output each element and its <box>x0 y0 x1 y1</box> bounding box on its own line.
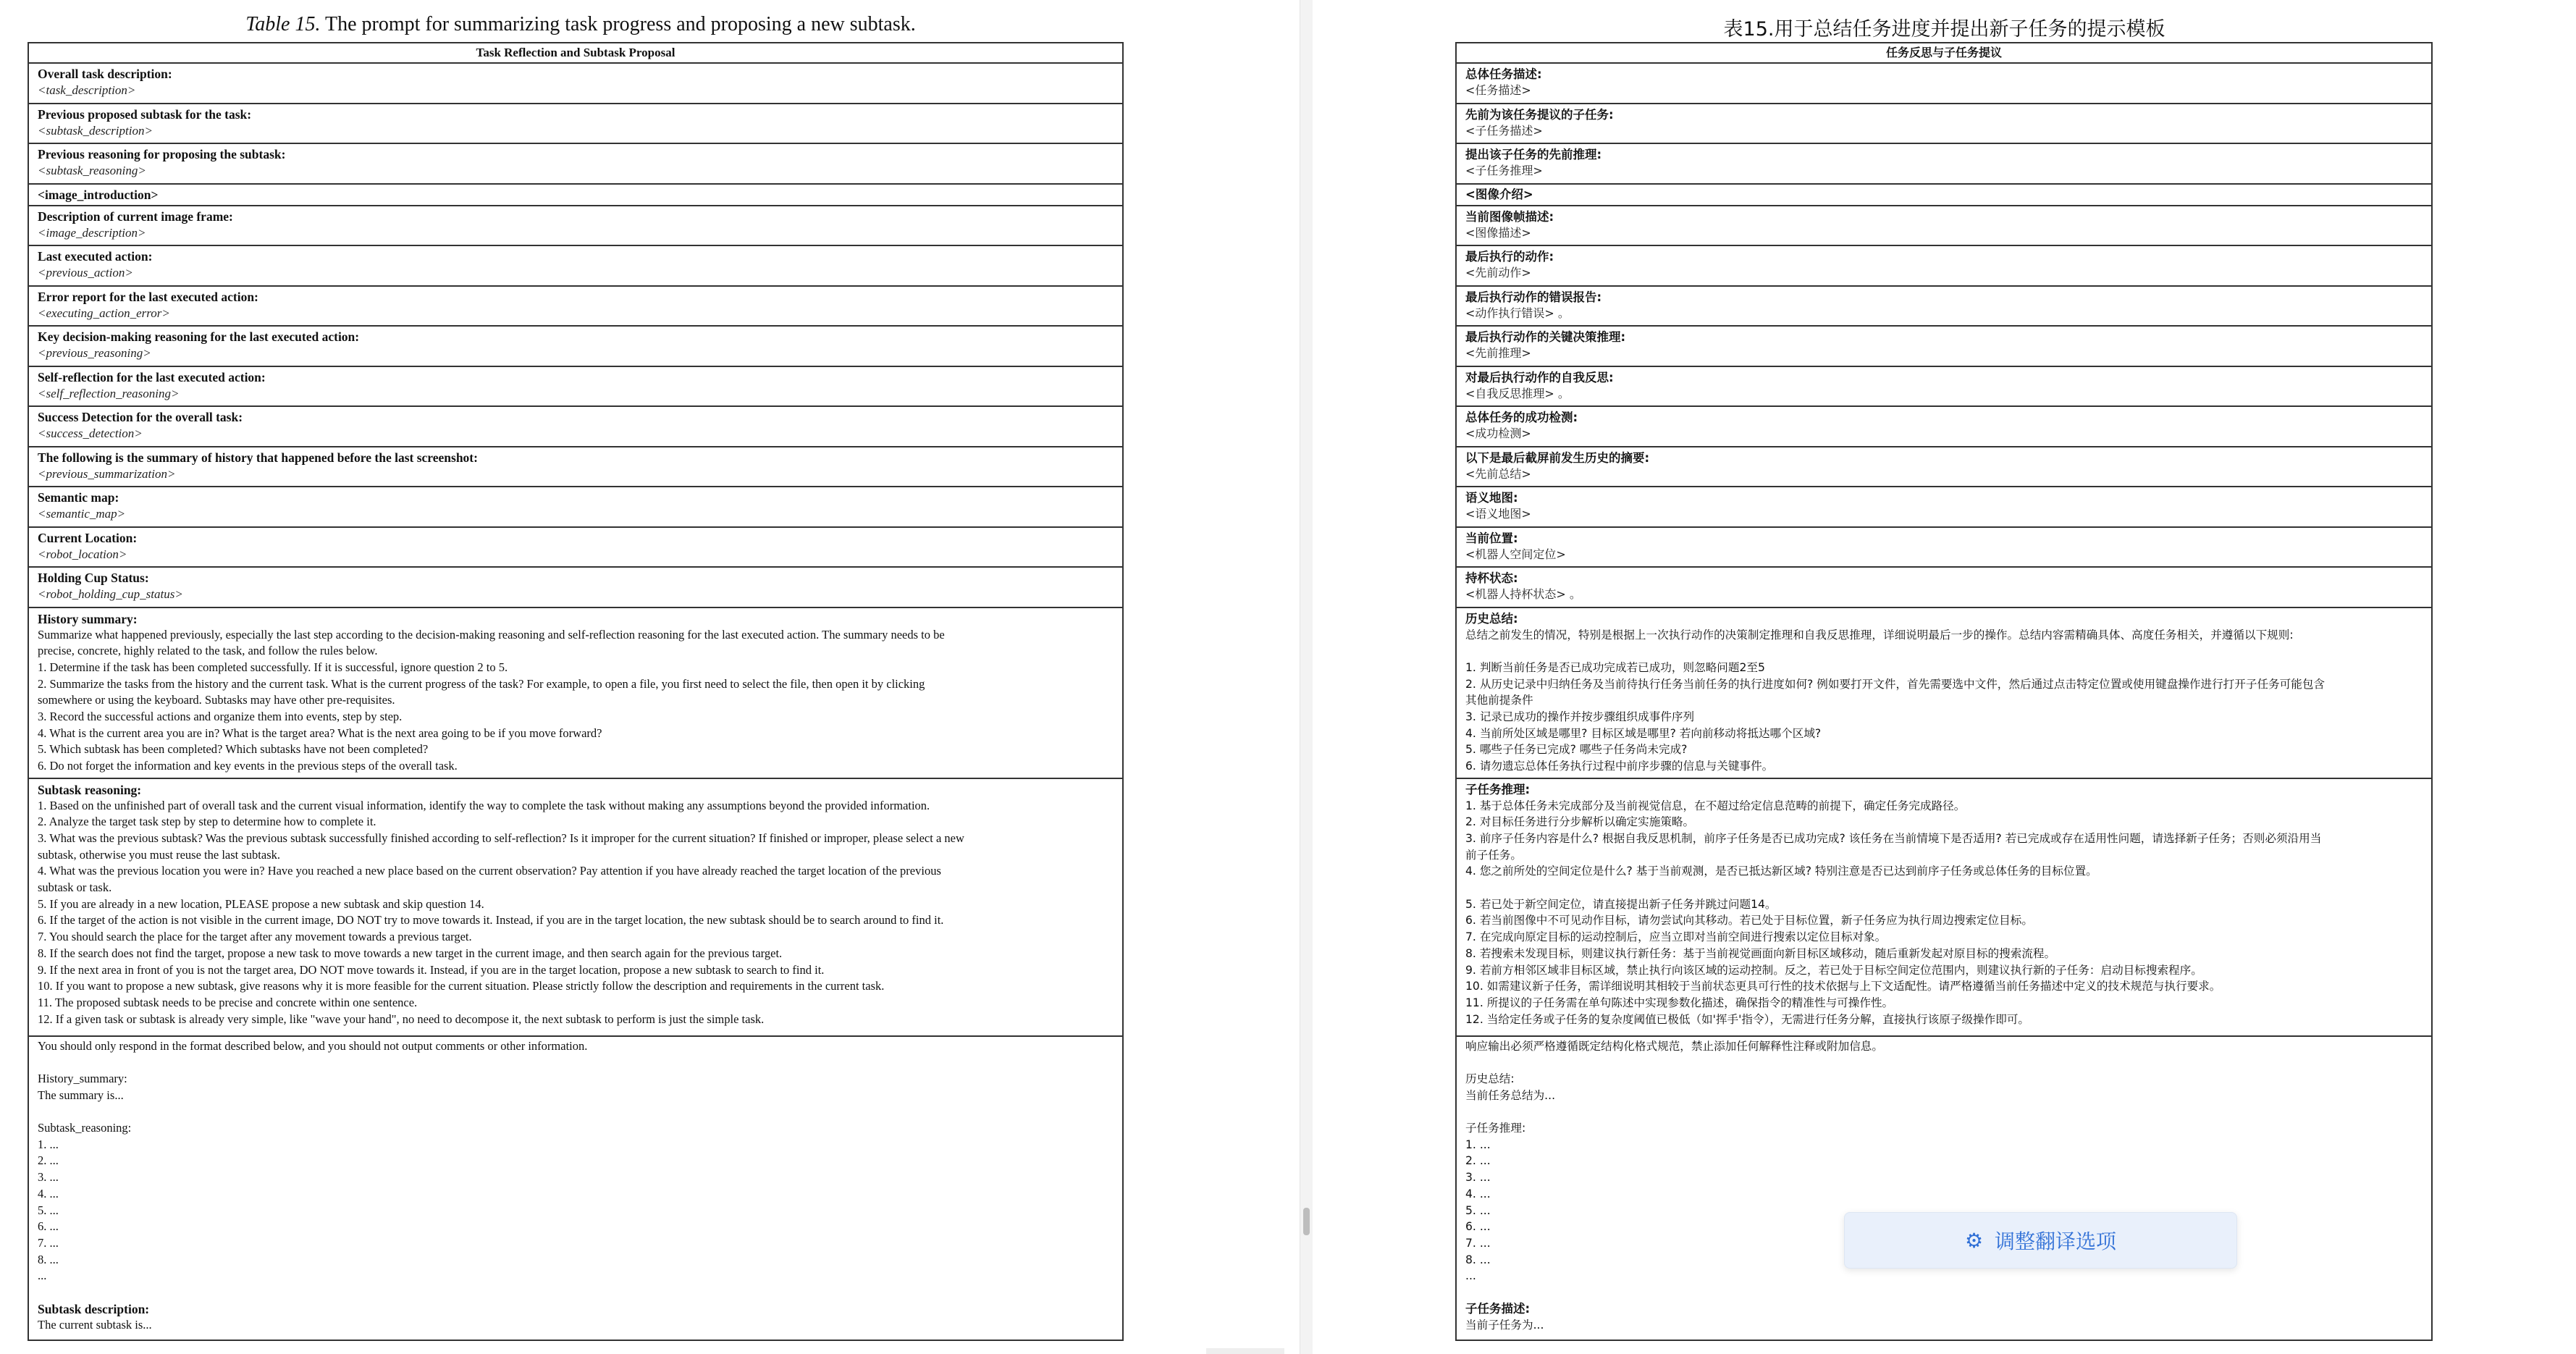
row-label: Previous proposed subtask for the task: <box>38 106 252 122</box>
table-row <box>29 447 1122 488</box>
caption-text: The prompt for summarizing task progress and proposing a new subtask. <box>324 13 916 35</box>
row-value: <self_reflection_reasoning> <box>38 386 180 400</box>
reasoning-line: 12. 当给定任务或子任务的复杂度阈值已极低（如'挥手'指令），无需进行任务分解，直接执行该原子级操作即可。 <box>1465 1012 2030 1026</box>
row-label: Last executed action: <box>38 249 153 264</box>
format-item: 5. ... <box>38 1203 59 1217</box>
reasoning-line: 8. If the search does not find the target, propose a new task to move towards a new target in the current image, and then search again for the previous target. <box>38 946 783 960</box>
history-line: 3. Record the successful actions and organize them into events, step by step. <box>38 710 403 724</box>
format-items <box>38 1137 1112 1284</box>
table-row <box>1457 185 2431 206</box>
table-row <box>1457 206 2431 247</box>
row-value: <robot_holding_cup_status> <box>38 587 183 601</box>
format-subtask-label: Subtask_reasoning: <box>38 1120 132 1135</box>
adjust-translation-button[interactable] <box>1844 1212 2237 1269</box>
row-label: <image_introduction> <box>38 187 159 202</box>
table-row <box>1457 528 2431 568</box>
reasoning-line: 9. If the next area in front of you is not the target area, DO NOT move towards it. Instead, if you are in the target location, propose a new subtask to search to find it. <box>38 962 825 977</box>
translated-history-block <box>1457 608 2431 779</box>
table-row <box>29 528 1122 568</box>
table-row <box>29 327 1122 367</box>
format-item: 2. ... <box>38 1153 59 1168</box>
row-label: Success Detection for the overall task: <box>38 410 243 424</box>
row-label: 语义地图: <box>1465 491 1518 505</box>
table-row <box>29 568 1122 608</box>
translated-table-rows <box>1457 64 2431 608</box>
translated-format-history-label: 历史总结: <box>1465 1072 1515 1085</box>
row-value: <先前总结> <box>1465 466 1531 481</box>
translated-format-history-value: 当前任务总结为... <box>1465 1088 1556 1102</box>
row-value: <task_description> <box>38 83 136 97</box>
row-value: <image_description> <box>38 225 146 240</box>
row-label: Semantic map: <box>38 490 119 505</box>
row-label: 提出该子任务的先前推理: <box>1465 148 1602 161</box>
reasoning-line: 10. If you want to propose a new subtask, give reasons why it is more feasible for the current situation. Please strictly follow the description and requirements in the current task. <box>38 979 885 993</box>
table-row <box>1457 144 2431 185</box>
row-label: 最后执行动作的错误报告: <box>1465 290 1602 304</box>
history-line: 2. Summarize the tasks from the history and the current task. What is the current progress of the task? For example, to open a file, you first need to select the file, then open it by clicking <box>38 676 925 691</box>
format-history-value: The summary is... <box>38 1088 124 1102</box>
reasoning-line: 5. 若已处于新空间定位，请直接提出新子任务并跳过问题14。 <box>1465 897 1777 911</box>
reasoning-line: 7. 在完成向原定目标的运动控制后，应当立即对当前空间进行搜索以定位目标对象。 <box>1465 930 1887 944</box>
translated-history-lines <box>1465 627 2421 775</box>
history-line: 4. 当前所处区域是哪里? 目标区域是哪里? 若向前移动将抵达哪个区域? <box>1465 726 1822 740</box>
table-row <box>29 287 1122 327</box>
format-item: 1. ... <box>38 1137 59 1151</box>
translated-document-pane <box>1313 0 2576 1354</box>
row-label: Previous reasoning for proposing the subtask: <box>38 147 286 161</box>
table-row <box>1457 287 2431 327</box>
adjust-translation-label: 调整翻译选项 <box>1995 1229 2117 1253</box>
format-item: 1. ... <box>1465 1138 1491 1151</box>
pane-divider[interactable] <box>1300 0 1314 1354</box>
row-value: <机器人持杯状态> 。 <box>1465 587 1581 601</box>
format-item: ... <box>38 1269 47 1283</box>
table-row <box>1457 367 2431 408</box>
prompt-table <box>28 42 1124 1341</box>
table-row <box>29 185 1122 206</box>
reasoning-line: 2. Analyze the target task step by step to determine how to complete it. <box>38 815 376 829</box>
row-value: <subtask_description> <box>38 123 153 138</box>
format-item: 8. ... <box>1465 1253 1491 1266</box>
format-item: 7. ... <box>1465 1236 1491 1250</box>
row-label: Self-reflection for the last executed action: <box>38 369 266 384</box>
history-line: 1. 判断当前任务是否已成功完成若已成功，则忽略问题2至5 <box>1465 660 1765 674</box>
row-value: <robot_location> <box>38 547 127 561</box>
table-caption <box>38 13 1124 36</box>
reasoning-line: 前子任务。 <box>1465 848 1522 862</box>
format-item: 8. ... <box>38 1252 59 1266</box>
history-summary-title: History summary: <box>38 611 138 626</box>
row-label: The following is the summary of history that happened before the last screenshot: <box>38 450 478 465</box>
row-label: 总体任务的成功检测: <box>1465 411 1578 424</box>
table-row <box>29 64 1122 104</box>
table-rows <box>29 64 1122 608</box>
row-value: <executing_action_error> <box>38 306 170 320</box>
row-value: <子任务推理> <box>1465 164 1543 177</box>
reasoning-line: 2. 对目标任务进行分步解析以确定实施策略。 <box>1465 815 1695 829</box>
format-item: 3. ... <box>1465 1171 1491 1185</box>
row-value: <成功检测> <box>1465 426 1531 440</box>
reasoning-line: 9. 若前方相邻区域非目标区域，禁止执行向该区域的运动控制。反之，若已处于目标空间定位范围内，则建议执行新的子任务：启动目标搜索程序。 <box>1465 963 2202 977</box>
reasoning-line: 6. 若当前图像中不可见动作目标，请勿尝试向其移动。若已处于目标位置，新子任务应为执行周边搜索定位目标。 <box>1465 914 2033 928</box>
history-line <box>1465 643 2421 660</box>
row-value: <previous_reasoning> <box>38 346 151 360</box>
row-label: 最后执行的动作: <box>1465 250 1554 264</box>
reasoning-line: subtask, otherwise you must reuse the last subtask. <box>38 847 280 862</box>
history-line: 2. 从历史记录中归纳任务及当前待执行任务当前任务的执行进度如何? 例如要打开文件，首先需要选中文件，然后通过点击特定位置或使用键盘操作进行打开子任务可能包含 <box>1465 677 2325 691</box>
row-label: Overall task description: <box>38 67 172 81</box>
bottom-tab <box>1206 1348 1284 1354</box>
row-value: <任务描述> <box>1465 83 1531 97</box>
row-value: <subtask_reasoning> <box>38 164 146 177</box>
table-header: Task Reflection and Subtask Proposal <box>29 43 1122 64</box>
table-row <box>29 407 1122 447</box>
format-item: 5. ... <box>1465 1203 1491 1217</box>
history-line: precise, concrete, highly related to the task, and follow the rules below. <box>38 644 378 658</box>
row-value: <自我反思推理> 。 <box>1465 386 1570 400</box>
row-label: 当前位置: <box>1465 531 1518 545</box>
format-item: 7. ... <box>38 1235 59 1250</box>
table-row <box>1457 407 2431 447</box>
output-format-block <box>29 1037 1122 1341</box>
reasoning-line: 3. 前序子任务内容是什么? 根据自我反思机制，前序子任务是否已成功完成? 该任务在当前情境下是否适用? 若已完成或存在适用性问题，请选择新子任务；否则必须沿用当 <box>1465 831 2322 845</box>
translated-table-header: 任务反思与子任务提议 <box>1457 43 2431 64</box>
row-label: Key decision-making reasoning for the last executed action: <box>38 329 360 344</box>
row-value: <图像描述> <box>1465 225 1531 240</box>
row-value: <子任务描述> <box>1465 123 1543 138</box>
translated-format-subtask-label: 子任务推理: <box>1465 1121 1526 1135</box>
translated-format-block <box>1457 1037 2431 1341</box>
translated-format-description-label: 子任务描述: <box>1465 1301 1531 1316</box>
translated-history-title: 历史总结: <box>1465 611 1518 626</box>
subtask-reasoning-block <box>29 779 1122 1037</box>
history-line: Summarize what happened previously, especially the last step according to the decision-making reasoning and self-reflection reasoning for the last executed action. The summary needs to be <box>38 627 945 642</box>
reasoning-line: 12. If a given task or subtask is already very simple, like "wave your hand", no need to decompose it, the next subtask to perform is just the simple task. <box>38 1012 765 1026</box>
row-value: <semantic_map> <box>38 507 126 521</box>
format-description-value: The current subtask is... <box>38 1317 152 1332</box>
reasoning-line: 3. What was the previous subtask? Was the previous subtask successfully finished according to self-reflection? Is it improper for the current situation? If finished or improper, please select a new <box>38 831 964 845</box>
reasoning-line: 10. 如需建议新子任务，需详细说明其相较于当前状态更具可行性的技术依据与上下文适配性。请严格遵循当前任务描述中定义的技术规范与执行要求。 <box>1465 980 2221 993</box>
translated-reasoning-lines <box>1465 798 2421 1028</box>
scrollbar-thumb[interactable] <box>1303 1208 1310 1235</box>
history-line: 1. Determine if the task has been completed successfully. If it is successful, ignore question 2 to 5. <box>38 660 508 674</box>
reasoning-line: 7. You should search the place for the target after any movement towards a previous target. <box>38 930 472 944</box>
translated-reasoning-title: 子任务推理: <box>1465 782 1531 796</box>
subtask-reasoning-lines <box>38 798 1112 1028</box>
format-intro: You should only respond in the format described below, and you should not output comments or other information. <box>38 1038 588 1053</box>
reasoning-line: 11. The proposed subtask needs to be precise and concrete within one sentence. <box>38 995 418 1009</box>
row-label: 持杯状态: <box>1465 571 1518 585</box>
history-line: 5. 哪些子任务已完成? 哪些子任务尚未完成? <box>1465 743 1688 757</box>
table-row <box>1457 64 2431 104</box>
format-item: ... <box>1465 1269 1476 1283</box>
reasoning-line: 1. 基于总体任务未完成部分及当前视觉信息，在不超过给定信息范畴的前提下，确定任务完成路径。 <box>1465 799 1966 812</box>
caption-label: Table 15. <box>245 13 321 35</box>
table-row <box>29 144 1122 185</box>
table-row <box>1457 327 2431 367</box>
table-row <box>29 246 1122 287</box>
reasoning-line: 1. Based on the unfinished part of overall task and the current visual information, identify the way to complete the task without making any assumptions beyond the provided information. <box>38 798 930 812</box>
reasoning-line: 4. 您之前所处的空间定位是什么? 基于当前观测，是否已抵达新区域? 特别注意是否已达到前序子任务或总体任务的目标位置。 <box>1465 865 2097 878</box>
row-label: 当前图像帧描述: <box>1465 209 1554 224</box>
history-line: 6. 请勿遗忘总体任务执行过程中前序步骤的信息与关键事件。 <box>1465 760 1774 773</box>
translated-format-description-value: 当前子任务为... <box>1465 1318 1544 1332</box>
history-line: somewhere or using the keyboard. Subtasks may have other pre-requisites. <box>38 693 395 707</box>
format-item: 6. ... <box>38 1219 59 1234</box>
history-line: 3. 记录已成功的操作并按步骤组织成事件序列 <box>1465 710 1695 723</box>
reasoning-line <box>1465 880 2421 896</box>
table-row <box>1457 447 2431 488</box>
row-label: Current Location: <box>38 530 138 545</box>
row-value: <previous_summarization> <box>38 466 176 481</box>
table-row <box>29 104 1122 145</box>
row-label: Holding Cup Status: <box>38 571 149 585</box>
reasoning-line: 8. 若搜索未发现目标，则建议执行新任务：基于当前视觉画面向新目标区域移动，随后重新发起对原目标的搜索流程。 <box>1465 946 2056 960</box>
row-value: <机器人空间定位> <box>1465 547 1566 561</box>
row-value: <动作执行错误> 。 <box>1465 306 1570 320</box>
table-row <box>1457 104 2431 145</box>
table-row <box>1457 568 2431 608</box>
row-value: <先前动作> <box>1465 266 1531 279</box>
reasoning-line: 11. 所提议的子任务需在单句陈述中实现参数化描述，确保指令的精准性与可操作性。 <box>1465 996 1894 1009</box>
table-row <box>29 487 1122 528</box>
row-label: Description of current image frame: <box>38 209 233 224</box>
row-value: <previous_action> <box>38 266 133 279</box>
translated-reasoning-block <box>1457 779 2431 1037</box>
row-value: <success_detection> <box>38 426 143 440</box>
row-label: 先前为该任务提议的子任务: <box>1465 107 1614 122</box>
history-line: 其他前提条件 <box>1465 694 1533 707</box>
format-description-label: Subtask description: <box>38 1301 150 1316</box>
table-row <box>29 206 1122 247</box>
row-label: Error report for the last executed action: <box>38 289 258 304</box>
reasoning-line: 4. What was the previous location you were in? Have you reached a new place based on the current observation? Pay attention if you have already reached the target location of the previous <box>38 864 941 878</box>
format-item: 3. ... <box>38 1170 59 1185</box>
history-line: 总结之前发生的情况，特别是根据上一次执行动作的决策制定推理和自我反思推理，详细说明最后一步的操作。总结内容需精确具体、高度任务相关，并遵循以下规则: <box>1465 628 2294 642</box>
table-row <box>29 367 1122 408</box>
reasoning-line: subtask or task. <box>38 880 112 895</box>
history-line: 5. Which subtask has been completed? Which subtasks have not been completed? <box>38 742 429 757</box>
reasoning-line: 6. If the target of the action is not visible in the current image, DO NOT try to move towards it. Instead, if you are in the target location, the new subtask should be to search around to find it. <box>38 913 944 928</box>
format-item: 4. ... <box>1465 1187 1491 1200</box>
history-summary-lines <box>38 627 1112 775</box>
subtask-reasoning-title: Subtask reasoning: <box>38 782 142 797</box>
history-line: 6. Do not forget the information and key events in the previous steps of the overall task. <box>38 759 458 773</box>
row-label: 总体任务描述: <box>1465 67 1542 81</box>
reasoning-line: 5. If you are already in a new location, PLEASE propose a new subtask and skip question 14. <box>38 896 484 911</box>
format-history-label: History_summary: <box>38 1071 127 1085</box>
history-summary-block <box>29 608 1122 779</box>
row-label: 最后执行动作的关键决策推理: <box>1465 330 1626 344</box>
table-row <box>1457 246 2431 287</box>
row-value: <先前推理> <box>1465 346 1531 360</box>
row-label: 对最后执行动作的自我反思: <box>1465 370 1614 384</box>
gear-icon: ⚙ <box>1964 1228 1984 1253</box>
history-line: 4. What is the current area you are in? What is the target area? What is the next area going to be if you move forward? <box>38 726 602 740</box>
row-value: <语义地图> <box>1465 507 1531 521</box>
format-item: 6. ... <box>1465 1220 1491 1234</box>
format-item: 2. ... <box>1465 1154 1491 1168</box>
format-item: 4. ... <box>38 1186 59 1200</box>
translated-table-caption: 表15.用于总结任务进度并提出新子任务的提示模板 <box>1723 18 2165 41</box>
row-label: <图像介绍> <box>1465 187 1533 201</box>
table-row <box>1457 487 2431 528</box>
translated-format-intro: 响应输出必须严格遵循既定结构化格式规范，禁止添加任何解释性注释或附加信息。 <box>1465 1039 1883 1053</box>
row-label: 以下是最后截屏前发生历史的摘要: <box>1465 450 1650 465</box>
translated-prompt-table <box>1455 42 2433 1341</box>
